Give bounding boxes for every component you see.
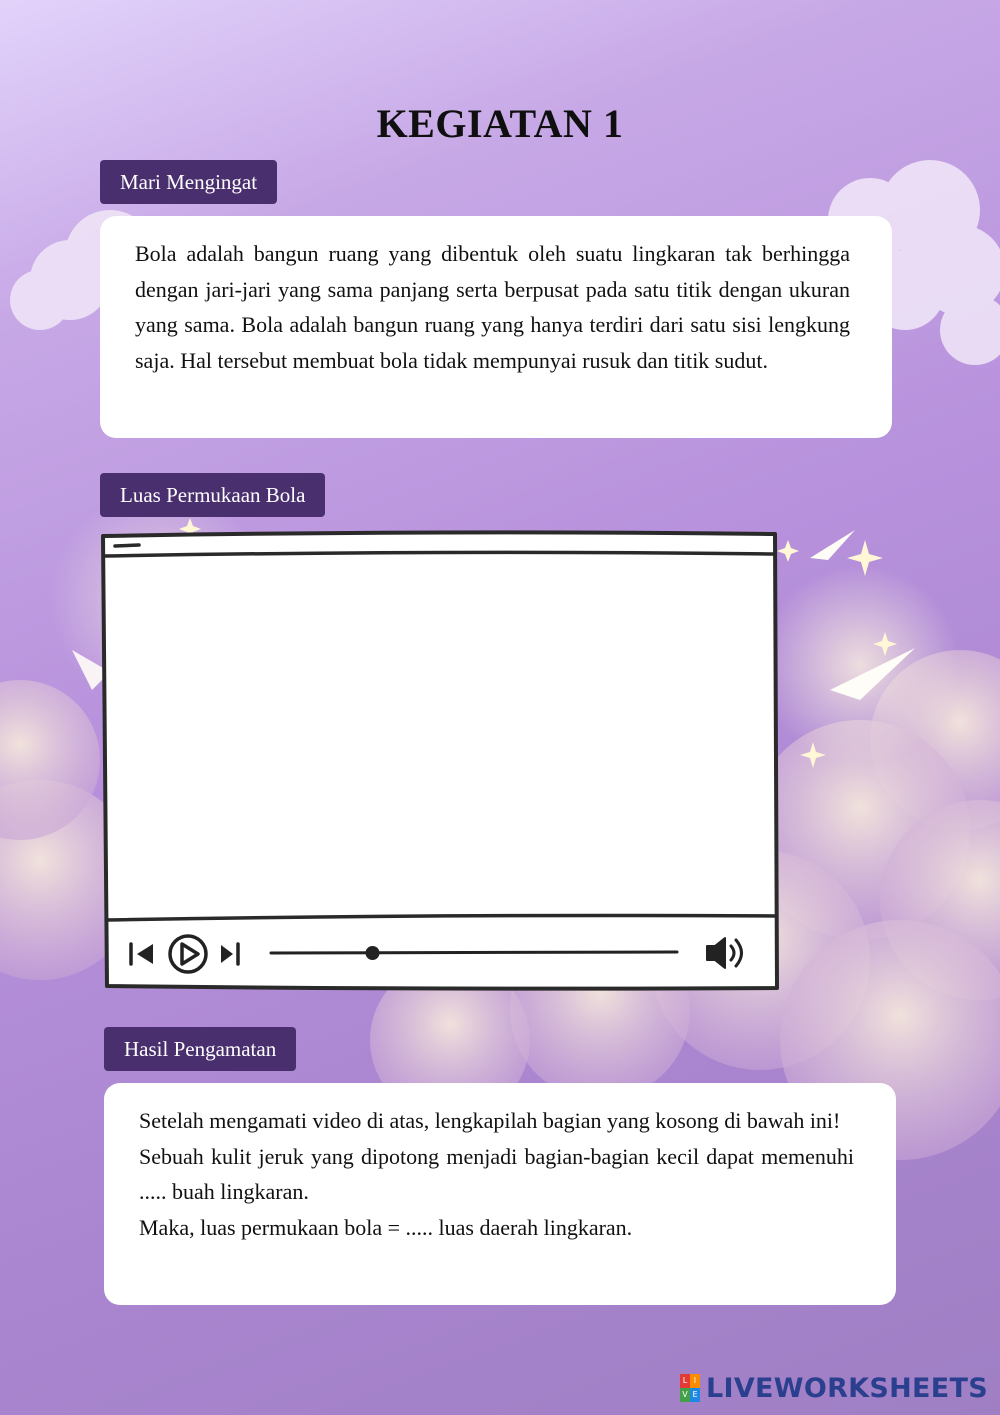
glow-right <box>760 565 960 765</box>
section-label-luas-permukaan: Luas Permukaan Bola <box>100 473 325 517</box>
logo-mark-icon: L I V E <box>680 1374 700 1402</box>
progress-knob[interactable] <box>366 946 380 960</box>
paper-plane-icon <box>810 530 855 560</box>
observation-line: Sebuah kulit jeruk yang dipotong menjadi bagian-bagian kecil dapat memenuhi ..... buah lingkaran. <box>139 1143 854 1204</box>
observation-line: Setelah mengamati video di atas, lengkapilah bagian yang kosong di bawah ini! <box>139 1108 841 1133</box>
skip-forward-icon[interactable] <box>221 944 238 964</box>
page-title: KEGIATAN 1 <box>376 101 624 146</box>
definition-card <box>100 216 892 438</box>
video-player[interactable] <box>99 528 781 994</box>
skip-back-icon[interactable] <box>131 944 153 964</box>
video-top-bar-mark <box>115 545 139 546</box>
liveworksheets-logo[interactable] <box>680 1371 988 1405</box>
video-controls <box>125 932 775 976</box>
definition-text: Bola adalah bangun ruang yang dibentuk oleh suatu lingkaran tak berhingga dengan jari-jari yang sama panjang serta berpusat pada satu titik dengan ukuran yang sama. Bola adalah bangun ruang yang hanya terdiri dari satu sisi lengkung saja. Hal tersebut membuat bola tidak mempunyai rusuk dan titik sudut. <box>135 241 850 373</box>
play-icon[interactable] <box>170 936 206 972</box>
section-label-hasil-pengamatan: Hasil Pengamatan <box>104 1027 296 1071</box>
volume-icon[interactable] <box>707 938 742 968</box>
progress-track <box>271 952 677 953</box>
logo-text: LIVEWORKSHEETS <box>705 1372 988 1404</box>
observation-line: Maka, luas permukaan bola = ..... luas daerah lingkaran. <box>139 1214 633 1240</box>
video-frame <box>103 532 777 988</box>
section-label-mari-mengingat: Mari Mengingat <box>100 160 277 204</box>
observation-card <box>104 1083 896 1305</box>
